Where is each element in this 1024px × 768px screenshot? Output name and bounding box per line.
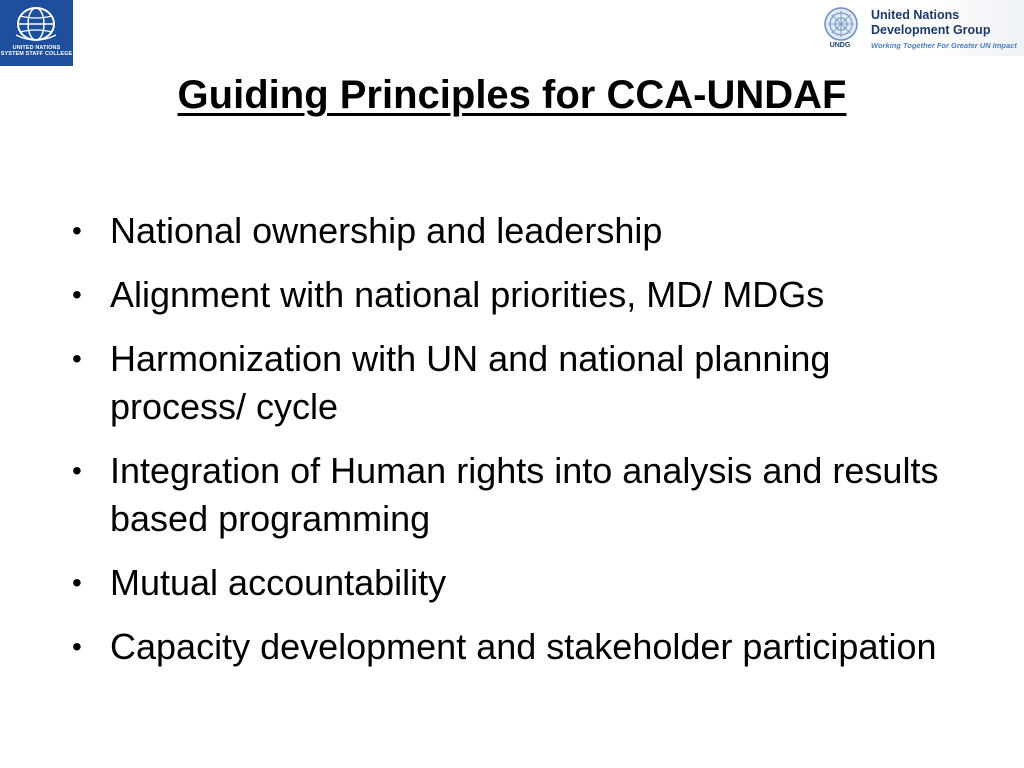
undg-logo	[812, 0, 1024, 56]
bullet-item	[72, 335, 972, 431]
bullet-text: National ownership and leadership	[110, 210, 663, 251]
un-emblem-icon	[821, 6, 861, 42]
bullet-item	[72, 207, 972, 255]
bullet-text: Mutual accountability	[110, 562, 447, 603]
bullet-icon: •	[72, 215, 82, 246]
unssc-logo-line2: SYSTEM STAFF COLLEGE	[0, 51, 73, 57]
undg-tagline: Working Together For Greater UN Impact	[871, 41, 1017, 50]
globe-icon	[14, 5, 58, 43]
bullet-item	[72, 447, 972, 543]
bullet-icon: •	[72, 279, 82, 310]
slide-title: Guiding Principles for CCA-UNDAF	[177, 73, 847, 117]
bullet-icon: •	[72, 567, 82, 598]
bullet-item	[72, 623, 972, 671]
unssc-logo	[0, 0, 73, 66]
undg-abbr: UNDG	[829, 42, 851, 49]
bullet-text: Alignment with national priorities, MD/ MDGs	[110, 274, 825, 315]
undg-name-line1: United Nations	[871, 8, 960, 22]
bullet-icon: •	[72, 343, 82, 374]
bullet-item	[72, 559, 972, 607]
undg-name-line2: Development Group	[871, 23, 991, 37]
bullet-icon: •	[72, 455, 82, 486]
bullet-icon: •	[72, 631, 82, 662]
unssc-logo-line1: UNITED NATIONS	[12, 45, 61, 51]
bullet-list	[72, 207, 972, 687]
bullet-item	[72, 271, 972, 319]
bullet-text: Capacity development and stakeholder participation	[110, 626, 937, 667]
bullet-text: Integration of Human rights into analysis and results based programming	[110, 450, 939, 539]
bullet-text: Harmonization with UN and national planning process/ cycle	[110, 338, 831, 427]
